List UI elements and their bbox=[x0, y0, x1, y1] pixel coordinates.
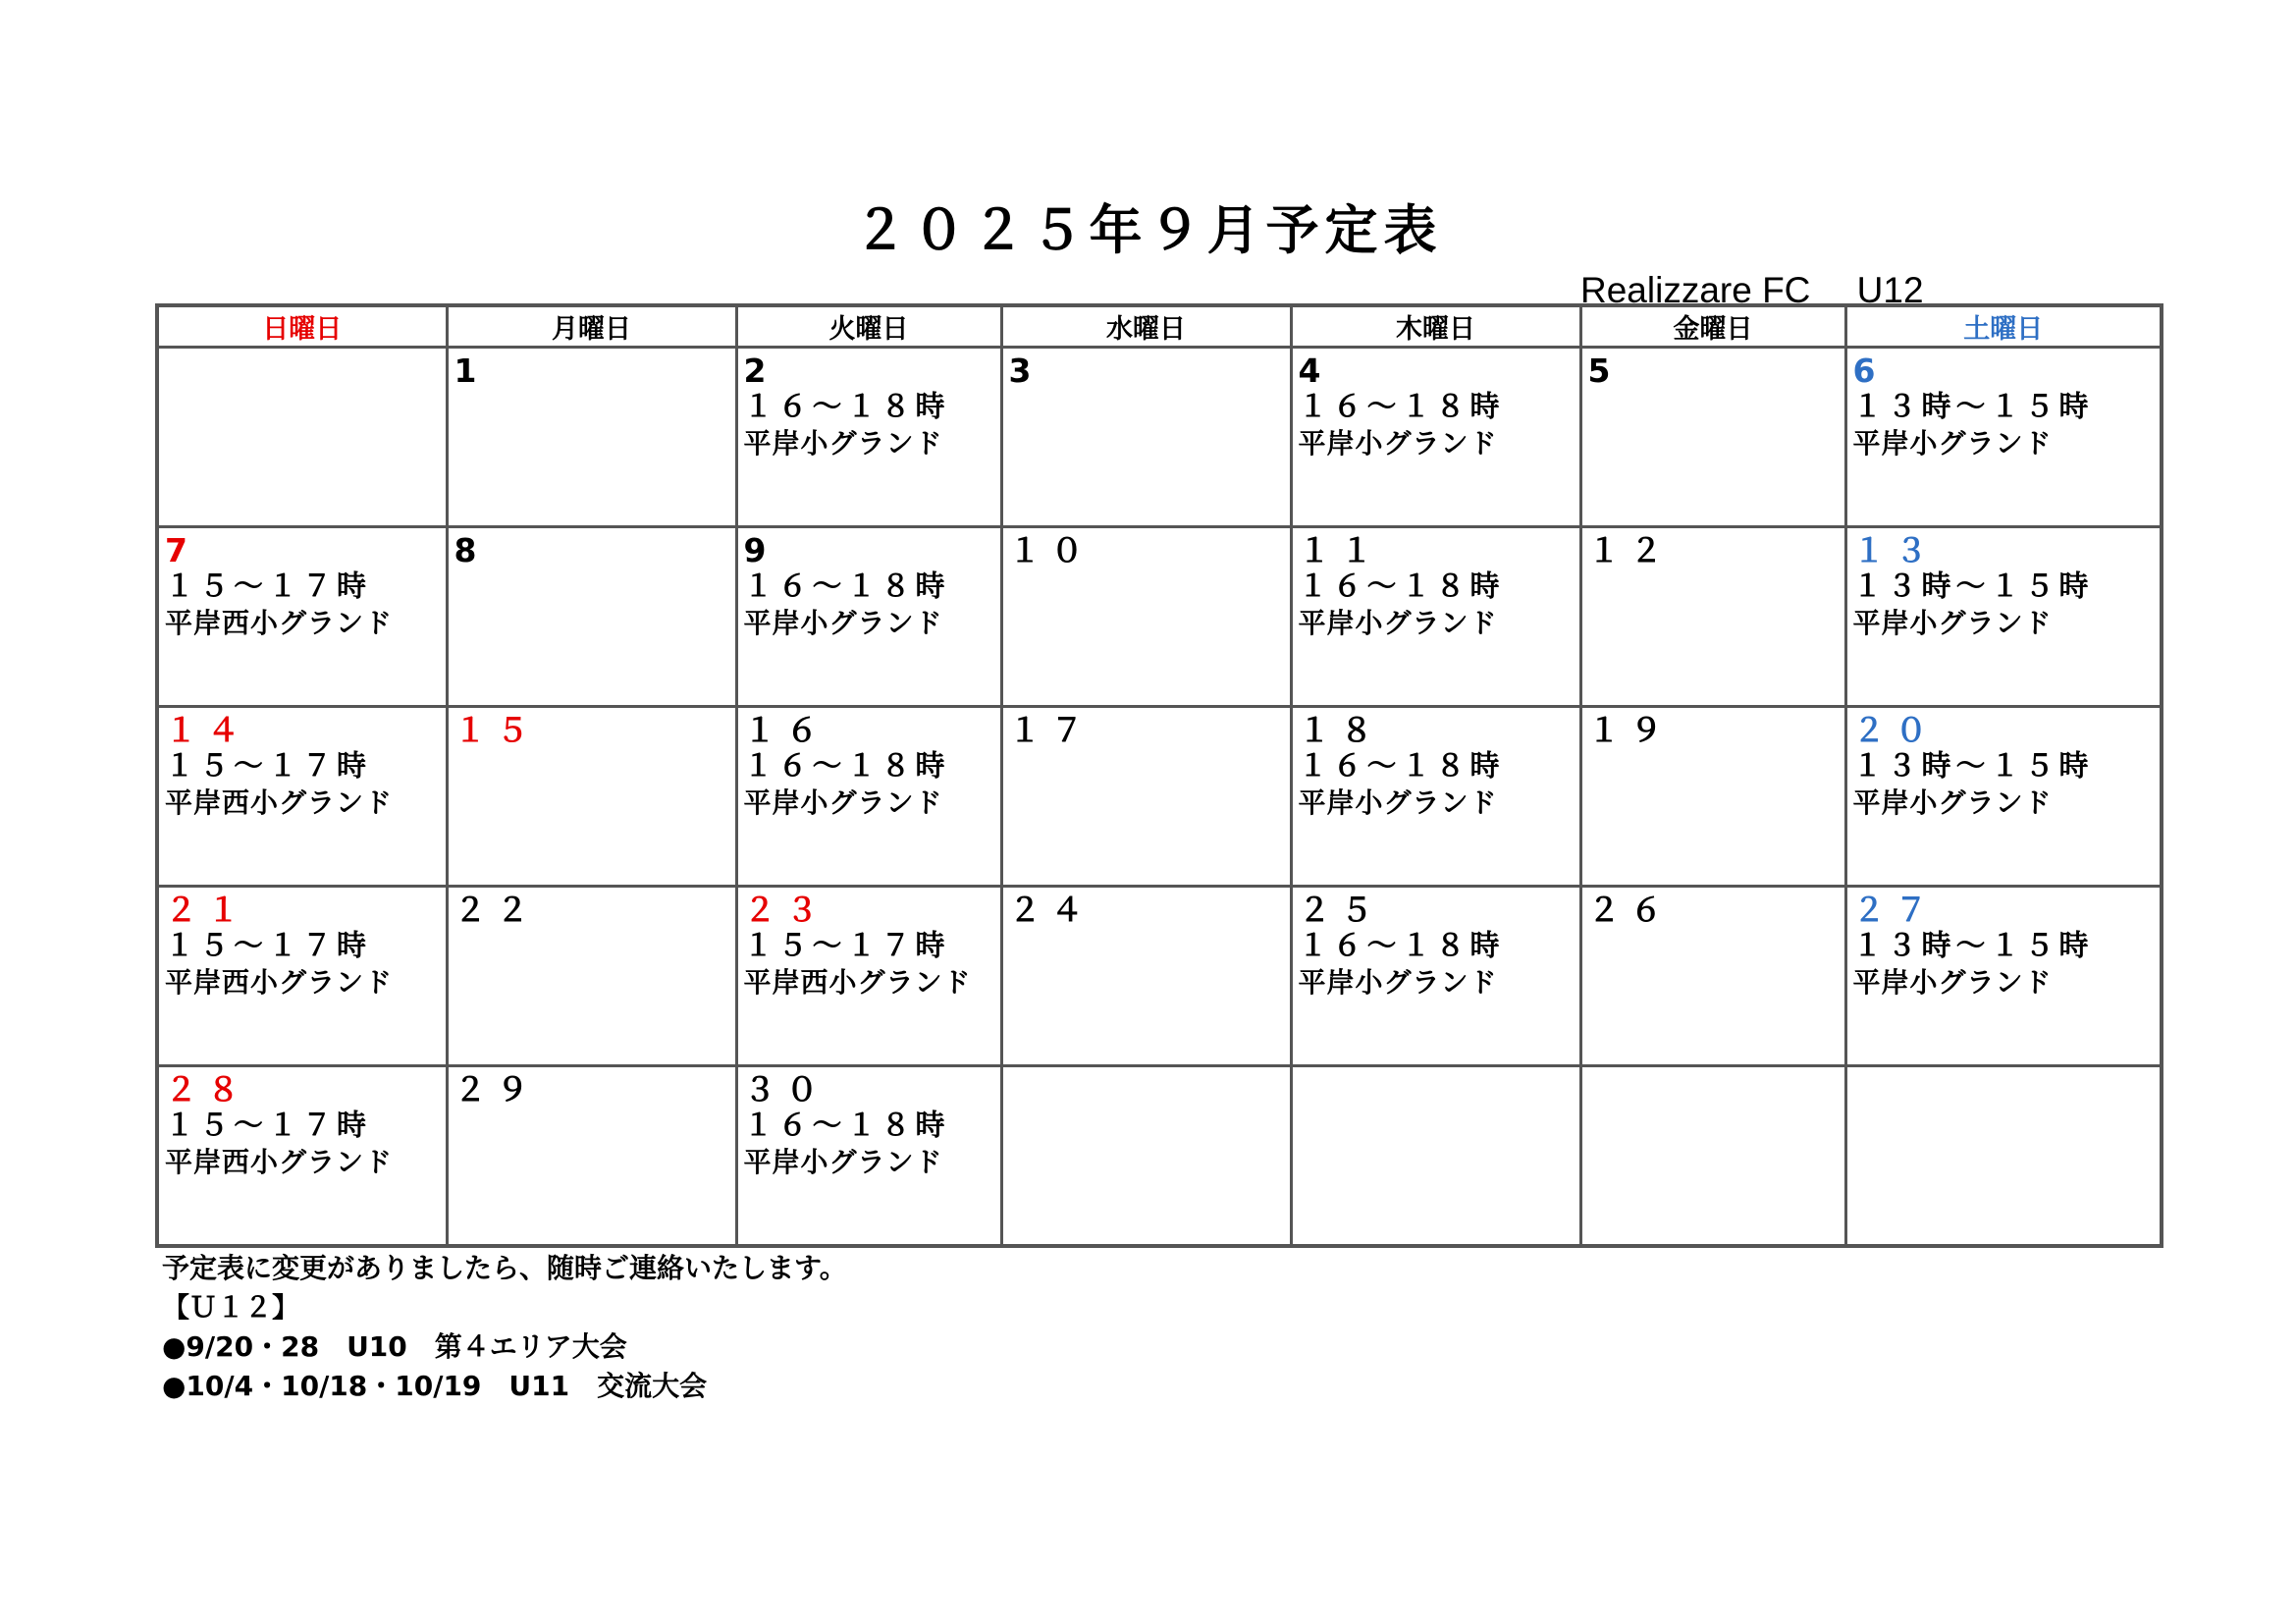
day-cell bbox=[1001, 706, 1291, 886]
day-cell bbox=[1845, 1065, 2162, 1246]
practice-place: 平岸西小グランド bbox=[165, 606, 394, 639]
weekday-header: 火曜日 bbox=[736, 305, 1001, 348]
day-cell bbox=[1580, 1065, 1845, 1246]
team-label: Realizzare FC U12 bbox=[1580, 270, 1924, 310]
practice-place: 平岸西小グランド bbox=[165, 1145, 394, 1178]
day-cell bbox=[1291, 886, 1580, 1065]
practice-time: １６～１８時 bbox=[1298, 390, 1505, 424]
day-number: ２２ bbox=[454, 890, 539, 929]
day-number: 3 bbox=[1008, 352, 1041, 390]
day-number: １８ bbox=[1298, 710, 1383, 749]
practice-place: 平岸小グランド bbox=[743, 606, 943, 639]
day-number: ２３ bbox=[743, 890, 828, 929]
day-number: 5 bbox=[1587, 352, 1621, 390]
practice-time: １６～１８時 bbox=[743, 568, 950, 604]
practice-time: １３時～１５時 bbox=[1852, 748, 2094, 784]
practice-time: １６～１８時 bbox=[1298, 568, 1505, 604]
day-cell bbox=[736, 526, 1001, 706]
day-number: １６ bbox=[743, 710, 828, 749]
practice-place: 平岸西小グランド bbox=[743, 965, 972, 999]
page-title: ２０２５年９月予定表 bbox=[853, 199, 1443, 261]
practice-place: 平岸西小グランド bbox=[165, 785, 394, 819]
day-cell bbox=[1845, 886, 2162, 1065]
day-cell bbox=[1580, 348, 1845, 527]
day-number bbox=[1299, 1071, 1574, 1108]
day-cell bbox=[157, 1065, 447, 1246]
week-row bbox=[157, 1065, 2162, 1246]
day-cell bbox=[1291, 526, 1580, 706]
practice-place: 平岸小グランド bbox=[1298, 427, 1498, 460]
day-number: １４ bbox=[165, 710, 249, 749]
day-cell bbox=[447, 526, 736, 706]
practice-time: １６～１８時 bbox=[1298, 928, 1505, 963]
day-cell bbox=[447, 348, 736, 527]
day-cell bbox=[1291, 1065, 1580, 1246]
week-row bbox=[157, 348, 2162, 527]
week-row bbox=[157, 526, 2162, 706]
day-number bbox=[1853, 1071, 2155, 1108]
practice-time: １６～１８時 bbox=[743, 748, 950, 784]
practice-place: 平岸小グランド bbox=[1852, 606, 2053, 639]
day-number: １１ bbox=[1298, 530, 1383, 569]
practice-place: 平岸小グランド bbox=[1298, 606, 1498, 639]
practice-time: １６～１８時 bbox=[743, 390, 950, 424]
day-number: ２４ bbox=[1008, 890, 1094, 929]
day-number: ２１ bbox=[165, 890, 249, 929]
note-line: 予定表に変更がありましたら、随時ご連絡いたします。 bbox=[162, 1252, 847, 1284]
day-cell bbox=[1580, 706, 1845, 886]
day-number: １７ bbox=[1008, 710, 1094, 749]
day-cell bbox=[1845, 526, 2162, 706]
day-number: １５ bbox=[454, 710, 539, 749]
practice-time: １５～１７時 bbox=[743, 928, 950, 963]
day-number: ３０ bbox=[743, 1069, 828, 1109]
day-number bbox=[1588, 1071, 1839, 1108]
day-cell bbox=[157, 526, 447, 706]
practice-place: 平岸小グランド bbox=[1298, 785, 1498, 819]
practice-time: １３時～１５時 bbox=[1852, 390, 2094, 424]
practice-time: １５～１７時 bbox=[165, 748, 371, 784]
practice-place: 平岸小グランド bbox=[1298, 965, 1498, 999]
day-number: 4 bbox=[1298, 352, 1331, 390]
day-number bbox=[165, 352, 440, 389]
practice-time: １５～１７時 bbox=[165, 928, 371, 963]
day-cell bbox=[1001, 526, 1291, 706]
weekday-header: 金曜日 bbox=[1580, 305, 1845, 348]
day-cell bbox=[1291, 348, 1580, 527]
day-cell bbox=[1001, 1065, 1291, 1246]
week-row bbox=[157, 886, 2162, 1065]
day-number: ２７ bbox=[1852, 890, 1938, 929]
practice-place: 平岸小グランド bbox=[743, 785, 943, 819]
week-row bbox=[157, 706, 2162, 886]
day-cell bbox=[1001, 886, 1291, 1065]
practice-time: １６～１８時 bbox=[1298, 748, 1505, 784]
day-number: ２６ bbox=[1587, 890, 1673, 929]
day-number: ２９ bbox=[454, 1069, 539, 1109]
day-cell bbox=[447, 1065, 736, 1246]
day-number: １０ bbox=[1008, 530, 1094, 569]
practice-place: 平岸西小グランド bbox=[165, 965, 394, 999]
day-number: 2 bbox=[743, 352, 776, 390]
weekday-header: 日曜日 bbox=[157, 305, 447, 348]
day-cell bbox=[1001, 348, 1291, 527]
note-line: ●10/4・10/18・10/19 U11 交流大会 bbox=[162, 1370, 708, 1402]
practice-place: 平岸小グランド bbox=[1852, 427, 2053, 460]
day-number: ２５ bbox=[1298, 890, 1383, 929]
day-cell bbox=[1845, 706, 2162, 886]
practice-place: 平岸小グランド bbox=[1852, 785, 2053, 819]
practice-place: 平岸小グランド bbox=[743, 427, 943, 460]
practice-place: 平岸小グランド bbox=[1852, 965, 2053, 999]
practice-time: １５～１７時 bbox=[165, 1108, 371, 1143]
day-number: 6 bbox=[1852, 352, 1886, 390]
weekday-header: 月曜日 bbox=[447, 305, 736, 348]
day-cell bbox=[1845, 348, 2162, 527]
day-number: 1 bbox=[454, 352, 487, 390]
day-number: 8 bbox=[454, 530, 487, 569]
day-cell bbox=[736, 348, 1001, 527]
weekday-header: 木曜日 bbox=[1291, 305, 1580, 348]
practice-time: １３時～１５時 bbox=[1852, 568, 2094, 604]
day-cell bbox=[157, 706, 447, 886]
day-cell bbox=[1580, 526, 1845, 706]
day-number: １２ bbox=[1587, 530, 1673, 569]
day-cell bbox=[447, 886, 736, 1065]
calendar-table bbox=[155, 303, 2163, 1248]
practice-time: １６～１８時 bbox=[743, 1108, 950, 1143]
day-cell bbox=[1291, 706, 1580, 886]
day-cell bbox=[447, 706, 736, 886]
day-cell bbox=[736, 1065, 1001, 1246]
day-number: ２８ bbox=[165, 1069, 249, 1109]
day-number: 9 bbox=[743, 530, 776, 569]
day-cell bbox=[736, 886, 1001, 1065]
weekday-header: 水曜日 bbox=[1001, 305, 1291, 348]
day-number bbox=[1009, 1071, 1284, 1108]
weekday-header: 土曜日 bbox=[1845, 305, 2162, 348]
day-number: ２０ bbox=[1852, 710, 1938, 749]
note-line: ●9/20・28 U10 第４エリア大会 bbox=[162, 1330, 627, 1363]
day-number: １９ bbox=[1587, 710, 1673, 749]
day-number: １３ bbox=[1852, 530, 1938, 569]
practice-time: １５～１７時 bbox=[165, 568, 371, 604]
day-number: 7 bbox=[165, 530, 197, 569]
notes bbox=[162, 1249, 847, 1406]
practice-place: 平岸小グランド bbox=[743, 1145, 943, 1178]
day-cell bbox=[1580, 886, 1845, 1065]
note-line: 【Ｕ１２】 bbox=[162, 1291, 300, 1324]
day-cell bbox=[157, 348, 447, 527]
day-cell bbox=[157, 886, 447, 1065]
practice-time: １３時～１５時 bbox=[1852, 928, 2094, 963]
weekday-header-row bbox=[157, 305, 2162, 348]
day-cell bbox=[736, 706, 1001, 886]
